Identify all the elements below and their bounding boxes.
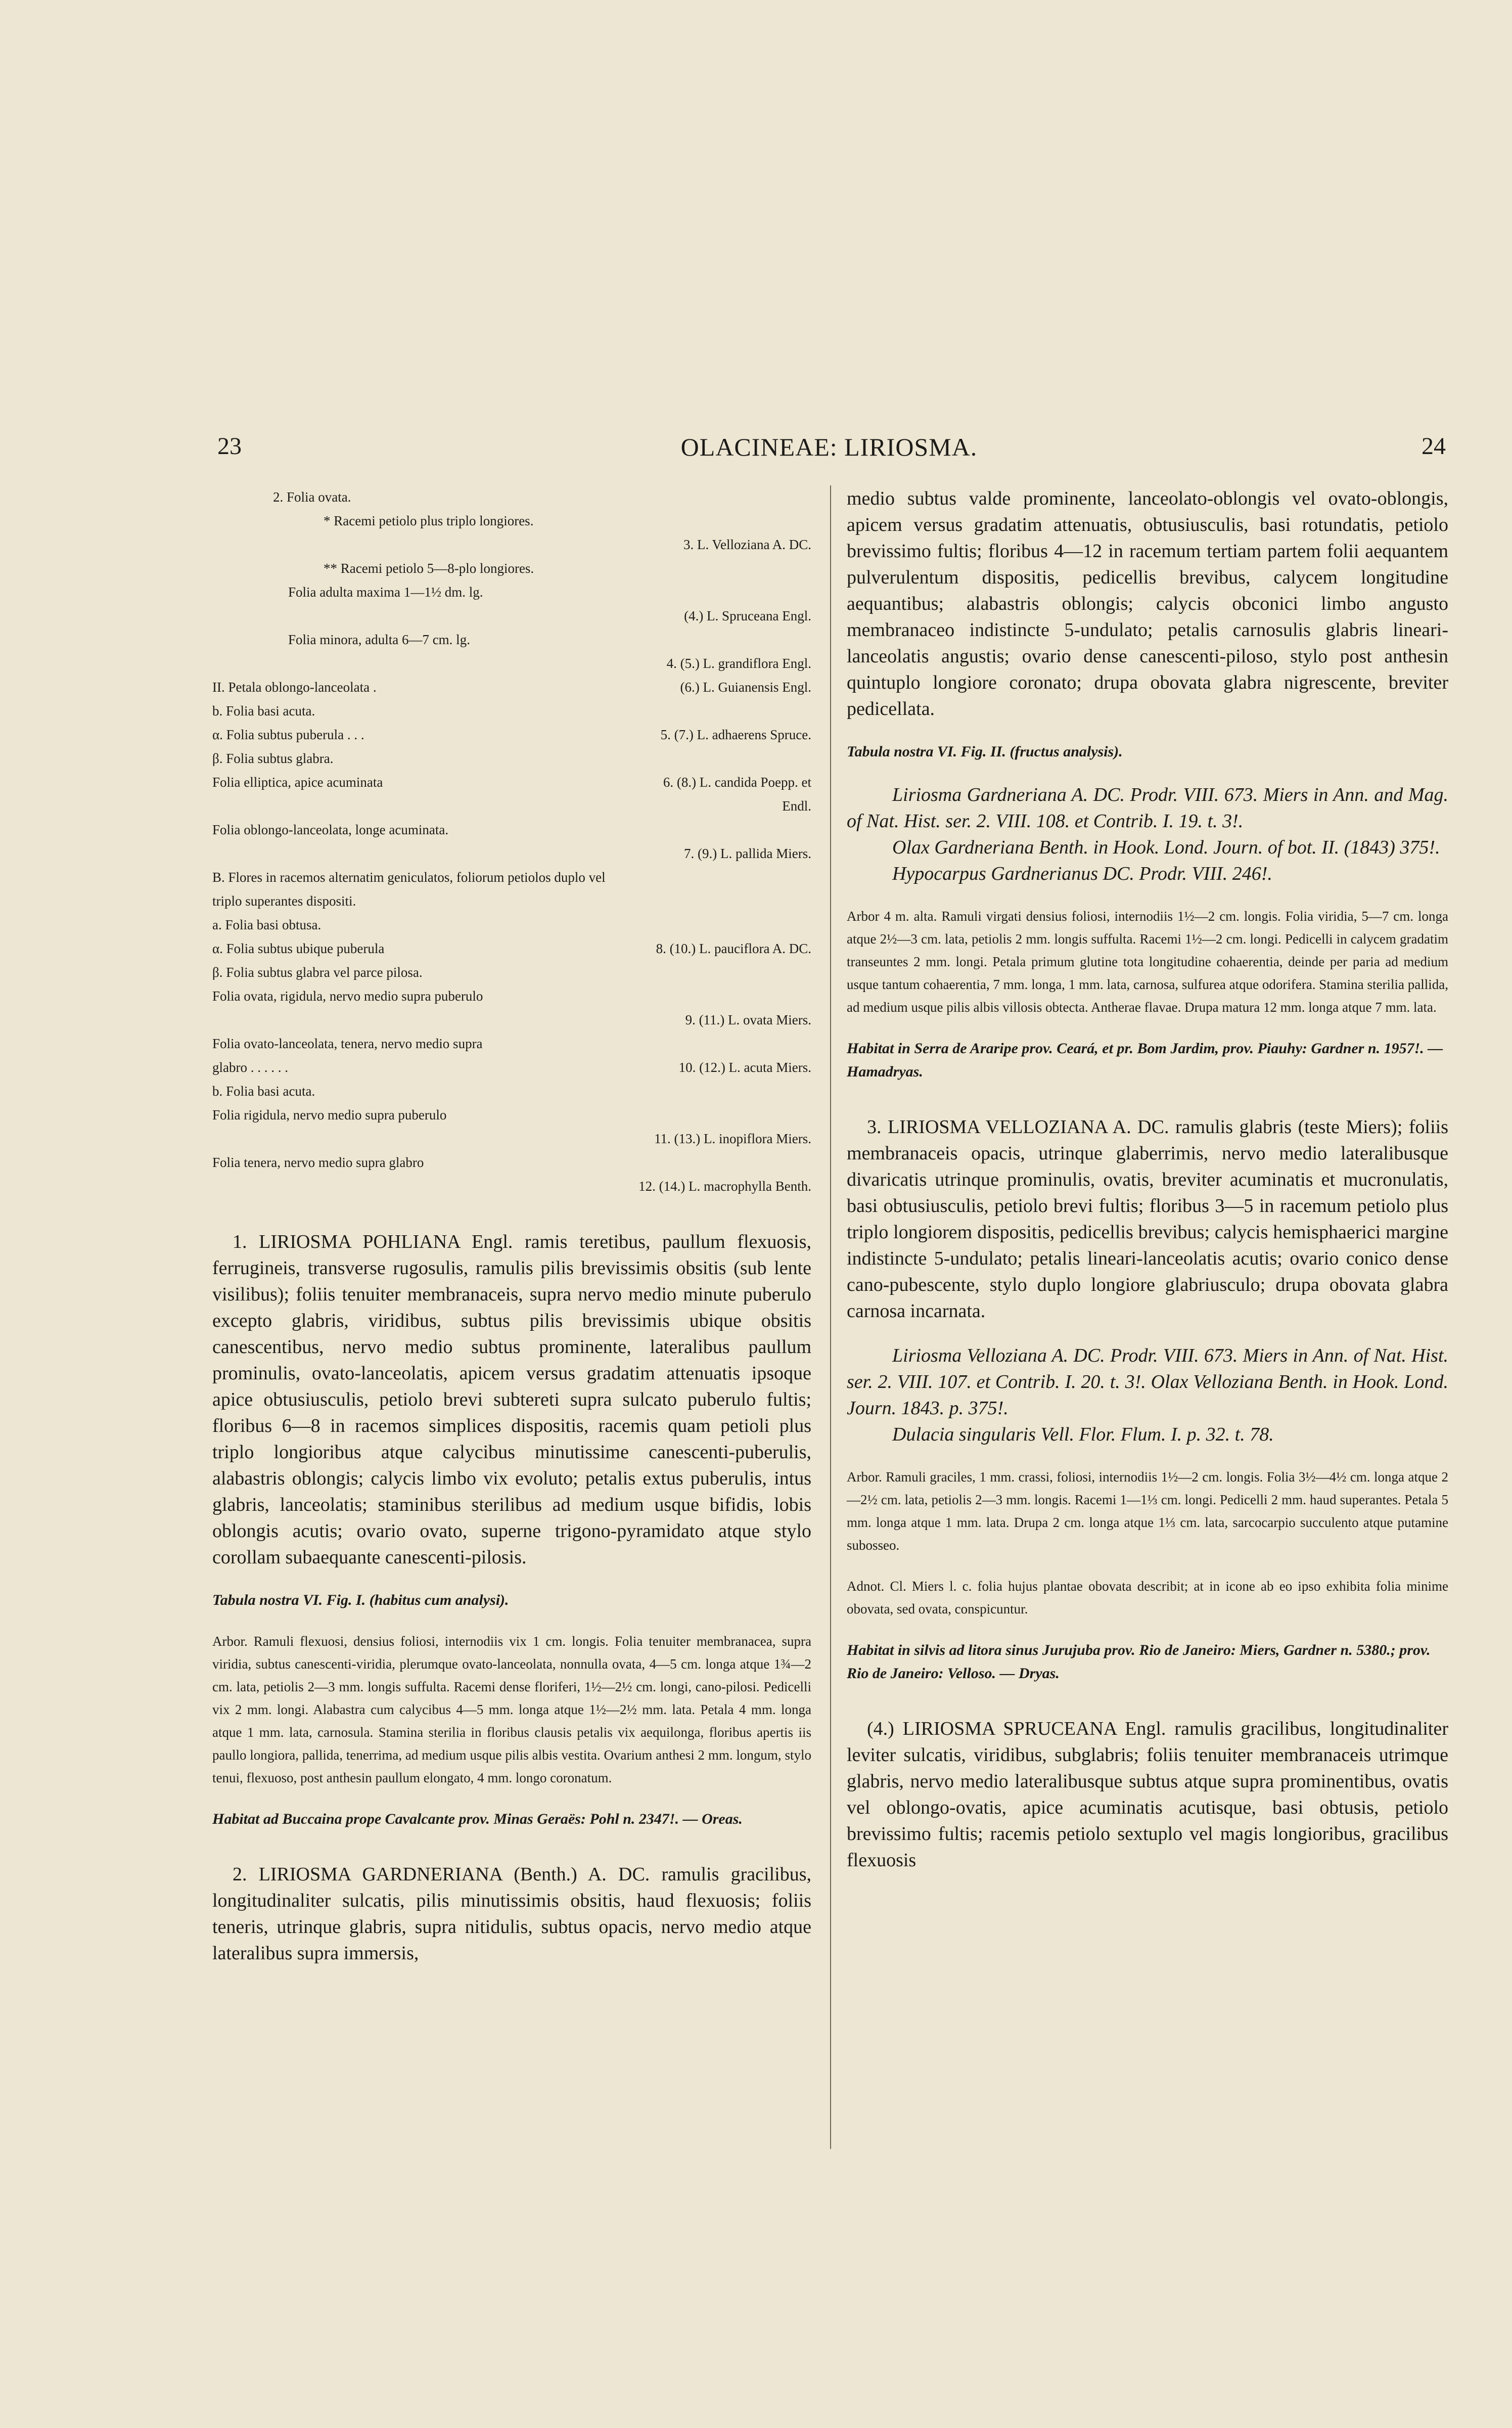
key-text: 2. Folia ovata.	[273, 489, 351, 505]
key-result: Endl.	[782, 798, 811, 814]
key-text: Folia ovato-lanceolata, tenera, nervo medio supra	[212, 1036, 483, 1051]
key-result: (4.) L. Spruceana Engl.	[684, 608, 811, 623]
species-4-description: (4.) LIRIOSMA SPRUCEANA Engl. ramulis gracilibus, longitudinaliter leviter sulcatis, viridibus, subglabris; foliis tenuiter membranaceis utrimque glabris, nervo medio lateralibusque subtus atque supra prominentibus, ovatis vel oblongo-ovatis, apice acuminatis acutisque, basi obtusis, petiolo brevissimo fultis; racemis petiolo sextuplo vel magis longioribus, gracilibus flexuosis	[847, 1718, 1448, 1871]
key-text: Folia rigidula, nervo medio supra puberulo	[212, 1107, 447, 1122]
key-result: 3. L. Velloziana A. DC.	[683, 537, 811, 552]
key-line	[212, 866, 811, 889]
species-key	[212, 485, 811, 1198]
species-1-description: 1. LIRIOSMA POHLIANA Engl. ramis teretibus, paullum flexuosis, ferrugineis, transverse rugosulis, ramulis pilis brevissimis obsitis (sub lente visilibus); foliis tenuiter membranaceis, supra nervo medio minute puberulo excepto glabris, viridibus, subtus pilis brevissimis ubique obsitis canescentibus, nervo medio subtus prominente, lateralibus paullum prominulis, ovato-lanceolatis, apicem versus gradatim attenuatis ipsoque apice obtusiusculis, petiolo brevi subtereti supra sulcato puberulo fultis; floribus 6—8 in racemos simplices dispositis, racemis quam petioli plus triplo longioribus atque calycibus minutissime canescenti-puberulis, alabastris oblongis; calycis limbo vix evoluto; petalis extus puberulis, intus glabris, lanceolatis; staminibus sterilibus ad medium usque bifidis, lobis oblongis acutis; ovario ovato, superne trigono-pyramidato atque stylo corollam subaequante canescenti-pilosis.	[212, 1231, 811, 1568]
species-2-synonym: Liriosma Gardneriana A. DC. Prodr. VIII. 673. Miers in Ann. and Mag. of Nat. Hist. ser. 2. VIII. 108. et Contrib. I. 19. t. 3!.	[847, 784, 1448, 832]
species-1-habitat: Habitat ad Buccaina prope Cavalcante prov. Minas Geraës: Pohl n. 2347!. — Oreas.	[212, 1811, 743, 1827]
key-line	[212, 652, 811, 676]
key-line	[212, 1056, 811, 1080]
key-line	[212, 509, 811, 533]
species-1-details: Arbor. Ramuli flexuosi, densius foliosi, internodiis vix 1 cm. longis. Folia tenuiter membranacea, supra viridia, subtus canescenti-viridia, plerumque ovato-lanceolata, nonnulla ovata, 4—5 cm. longa atque 1¾—2 cm. lata, petiolis 2—3 mm. longis suffulta. Racemi dense floriferi, 1½—2½ cm. longi, cano-pilosi. Pedicelli vix 2 mm. longi. Alabastra cum calycibus 4—5 mm. longa atque 1½—2½ mm. lata. Petala 4 mm. longa atque 1 mm. lata, carnosula. Stamina sterilia in floribus clausis petalis vix aequilonga, floribus apertis iis paullo longiora, pallida, tenerrima, ad medium usque pilis albis vestita. Ovarium anthesi 2 mm. longum, stylo tenui, flexuoso, post anthesin paullum elongato, 4 mm. longo coronatum.	[212, 1634, 811, 1785]
species-2-synonym: Olax Gardneriana Benth. in Hook. Lond. Journ. of bot. II. (1843) 375!.	[892, 837, 1440, 858]
key-line	[212, 818, 811, 842]
species-3-description: 3. LIRIOSMA VELLOZIANA A. DC. ramulis glabris (teste Miers); foliis membranaceis opacis, utrinque glaberrimis, nervo medio lateralibusque divaricatis utrinque prominulis, ovatis, breviter acuminatis et mucronulatis, basi obtusiusculis, petiolo brevi fultis; floribus 3—5 in racemum petiolo plus triplo longiorem dispositis, pedicellis brevibus; calycis hemisphaerici margine indistincte 5-undulato; petalis lineari-lanceolatis acutis; ovario conico dense cano-pubescente, stylo duplo longiore glabriusculo; drupa obovata glabra carnosa incarnata.	[847, 1116, 1448, 1322]
key-text: Folia tenera, nervo medio supra glabro	[212, 1155, 424, 1170]
species-3-details: Arbor. Ramuli graciles, 1 mm. crassi, foliosi, internodiis 1½—2 cm. longis. Folia 3½—4½ cm. longa atque 2—2½ cm. lata, petiolis 2—3 mm. longis. Racemi 1—1⅓ cm. longi. Pedicelli 2 mm. haud superantes. Petala 5 mm. longa atque 1 mm. lata. Drupa 2 cm. longa atque 1⅓ cm. lata, sarcocarpio succulento atque putamine subosseo.	[847, 1469, 1448, 1553]
key-text: b. Folia basi acuta.	[212, 1084, 315, 1099]
key-result: (6.) L. Guianensis Engl.	[680, 680, 811, 695]
species-3-habitat: Habitat in silvis ad litora sinus Jurujuba prov. Rio de Janeiro: Miers, Gardner n. 5380.; prov. Rio de Janeiro: Velloso. — Dryas.	[847, 1642, 1431, 1682]
key-line	[212, 747, 811, 771]
key-line	[212, 699, 811, 723]
key-text: Folia ovata, rigidula, nervo medio supra puberulo	[212, 988, 483, 1004]
key-text: B. Flores in racemos alternatim geniculatos, foliorum petiolos duplo vel	[212, 870, 606, 885]
species-2-description-start: 2. LIRIOSMA GARDNERIANA (Benth.) A. DC. ramulis gracilibus, longitudinaliter sulcatis, pilis minutissimis obsitis, haud flexuosis; foliis teneris, utrinque glabris, supra nitidulis, subtus opacis, nervo medio atque lateralibus supra immersis,	[212, 1864, 811, 1964]
key-line	[212, 533, 811, 557]
key-line	[212, 557, 811, 580]
key-result: 6. (8.) L. candida Poepp. et	[663, 775, 811, 790]
key-text: * Racemi petiolo plus triplo longiores.	[324, 513, 534, 528]
key-text: Folia oblongo-lanceolata, longe acuminata.	[212, 822, 449, 837]
species-1-plate-caption: Tabula nostra VI. Fig. I. (habitus cum analysi).	[212, 1592, 509, 1608]
key-line	[212, 771, 811, 794]
key-text: Folia adulta maxima 1—1½ dm. lg.	[288, 584, 483, 600]
running-header	[212, 432, 1446, 473]
key-line	[212, 604, 811, 628]
key-result: 7. (9.) L. pallida Miers.	[684, 846, 811, 861]
key-result: 11. (13.) L. inopiflora Miers.	[654, 1131, 811, 1146]
species-2-synonym: Hypocarpus Gardnerianus DC. Prodr. VIII. 246!.	[892, 863, 1272, 884]
page-number-left: 23	[217, 433, 242, 460]
key-text: β. Folia subtus glabra vel parce pilosa.	[212, 965, 423, 980]
key-line	[212, 1127, 811, 1151]
species-3-synonym: Liriosma Velloziana A. DC. Prodr. VIII. 673. Miers in Ann. of Nat. Hist. ser. 2. VIII. 107. et Contrib. I. 20. t. 3!. Olax Velloziana Benth. in Hook. Lond. Journ. 1843. p. 375!.	[847, 1345, 1448, 1419]
key-text: triplo superantes dispositi.	[212, 893, 356, 909]
key-line	[212, 913, 811, 937]
key-result: 4. (5.) L. grandiflora Engl.	[666, 656, 811, 671]
key-line	[212, 961, 811, 984]
column-divider	[830, 485, 831, 2149]
key-text: glabro . . . . . .	[212, 1060, 288, 1075]
key-line	[212, 842, 811, 866]
key-result: 10. (12.) L. acuta Miers.	[678, 1060, 811, 1075]
key-result: 9. (11.) L. ovata Miers.	[685, 1012, 811, 1027]
key-line	[212, 1151, 811, 1175]
species-2-description-cont: medio subtus valde prominente, lanceolato-oblongis vel ovato-oblongis, apicem versus gradatim attenuatis, obtusiusculis, basi rotundatis, petiolo brevissimo fultis; floribus 4—12 in racemum tertiam partem folii aequantem pulverulentum dispositis, pedicellis brevibus, calycem longitudine aequantibus; alabastris oblongis; calycis obconici limbo angusto membranaceo indistincte 5-undulato; petalis carnosulis glabris lineari-lanceolatis angustis; ovario dense canescenti-piloso, stylo post anthesin quintuplo longiore coronato; drupa obovata glabra nigrescente, breviter pedicellata.	[847, 488, 1448, 720]
key-text: β. Folia subtus glabra.	[212, 751, 334, 766]
left-column	[212, 485, 811, 1966]
key-line	[212, 1032, 811, 1056]
species-3-note: Adnot. Cl. Miers l. c. folia hujus plantae obovata describit; at in icone ab eo ipso exhibita folia minime obovata, sed ovata, conspicuntur.	[847, 1579, 1448, 1616]
key-line	[212, 628, 811, 652]
key-line	[212, 1103, 811, 1127]
key-text: α. Folia subtus ubique puberula	[212, 941, 385, 956]
key-line	[212, 676, 811, 699]
running-title: OLACINEAE: LIRIOSMA.	[680, 433, 978, 461]
key-text: a. Folia basi obtusa.	[212, 917, 322, 932]
key-text: α. Folia subtus puberula . . .	[212, 727, 364, 742]
key-line	[212, 580, 811, 604]
key-line	[212, 1175, 811, 1198]
key-line	[212, 723, 811, 747]
key-line	[212, 984, 811, 1008]
key-text: Folia minora, adulta 6—7 cm. lg.	[288, 632, 470, 647]
key-line	[212, 1008, 811, 1032]
key-result: 5. (7.) L. adhaerens Spruce.	[660, 727, 811, 742]
key-line	[212, 794, 811, 818]
key-text: ** Racemi petiolo 5—8-plo longiores.	[324, 561, 534, 576]
key-result: 8. (10.) L. pauciflora A. DC.	[656, 941, 811, 956]
species-2-plate-caption: Tabula nostra VI. Fig. II. (fructus analysis).	[847, 743, 1123, 760]
key-result: 12. (14.) L. macrophylla Benth.	[638, 1179, 811, 1194]
page-number-right: 24	[1422, 433, 1446, 460]
species-2-habitat: Habitat in Serra de Araripe prov. Ceará, et pr. Bom Jardim, prov. Piauhy: Gardner n. 1957!. — Hamadryas.	[847, 1040, 1443, 1080]
key-line	[212, 1080, 811, 1103]
key-line	[212, 937, 811, 961]
key-text: II. Petala oblongo-lanceolata .	[212, 680, 377, 695]
species-2-details: Arbor 4 m. alta. Ramuli virgati densius foliosi, internodiis 1½—2 cm. longis. Folia viridia, 5—7 cm. longa atque 2½—3 cm. lata, petiolis 2 mm. longis suffulta. Racemi 1½—2 cm. longi. Pedicelli in calycem gradatim transeuntes 2 mm. longi. Petala primum glutine tota longitudine cohaerentia, deinde per paria ad medium usque tantum cohaerentia, 7 mm. longa, 1 mm. lata, carnosa, sulfurea atque odorifera. Stamina sterilia pallida, ad medium usque pilis albis villosis obtecta. Antherae flavae. Drupa matura 12 mm. longa atque 7 mm. lata.	[847, 909, 1448, 1015]
right-column	[847, 485, 1448, 1873]
key-text: b. Folia basi acuta.	[212, 703, 315, 718]
key-line	[212, 889, 811, 913]
key-text: Folia elliptica, apice acuminata	[212, 775, 383, 790]
species-3-synonym: Dulacia singularis Vell. Flor. Flum. I. p. 32. t. 78.	[892, 1424, 1274, 1445]
key-line	[212, 485, 811, 509]
